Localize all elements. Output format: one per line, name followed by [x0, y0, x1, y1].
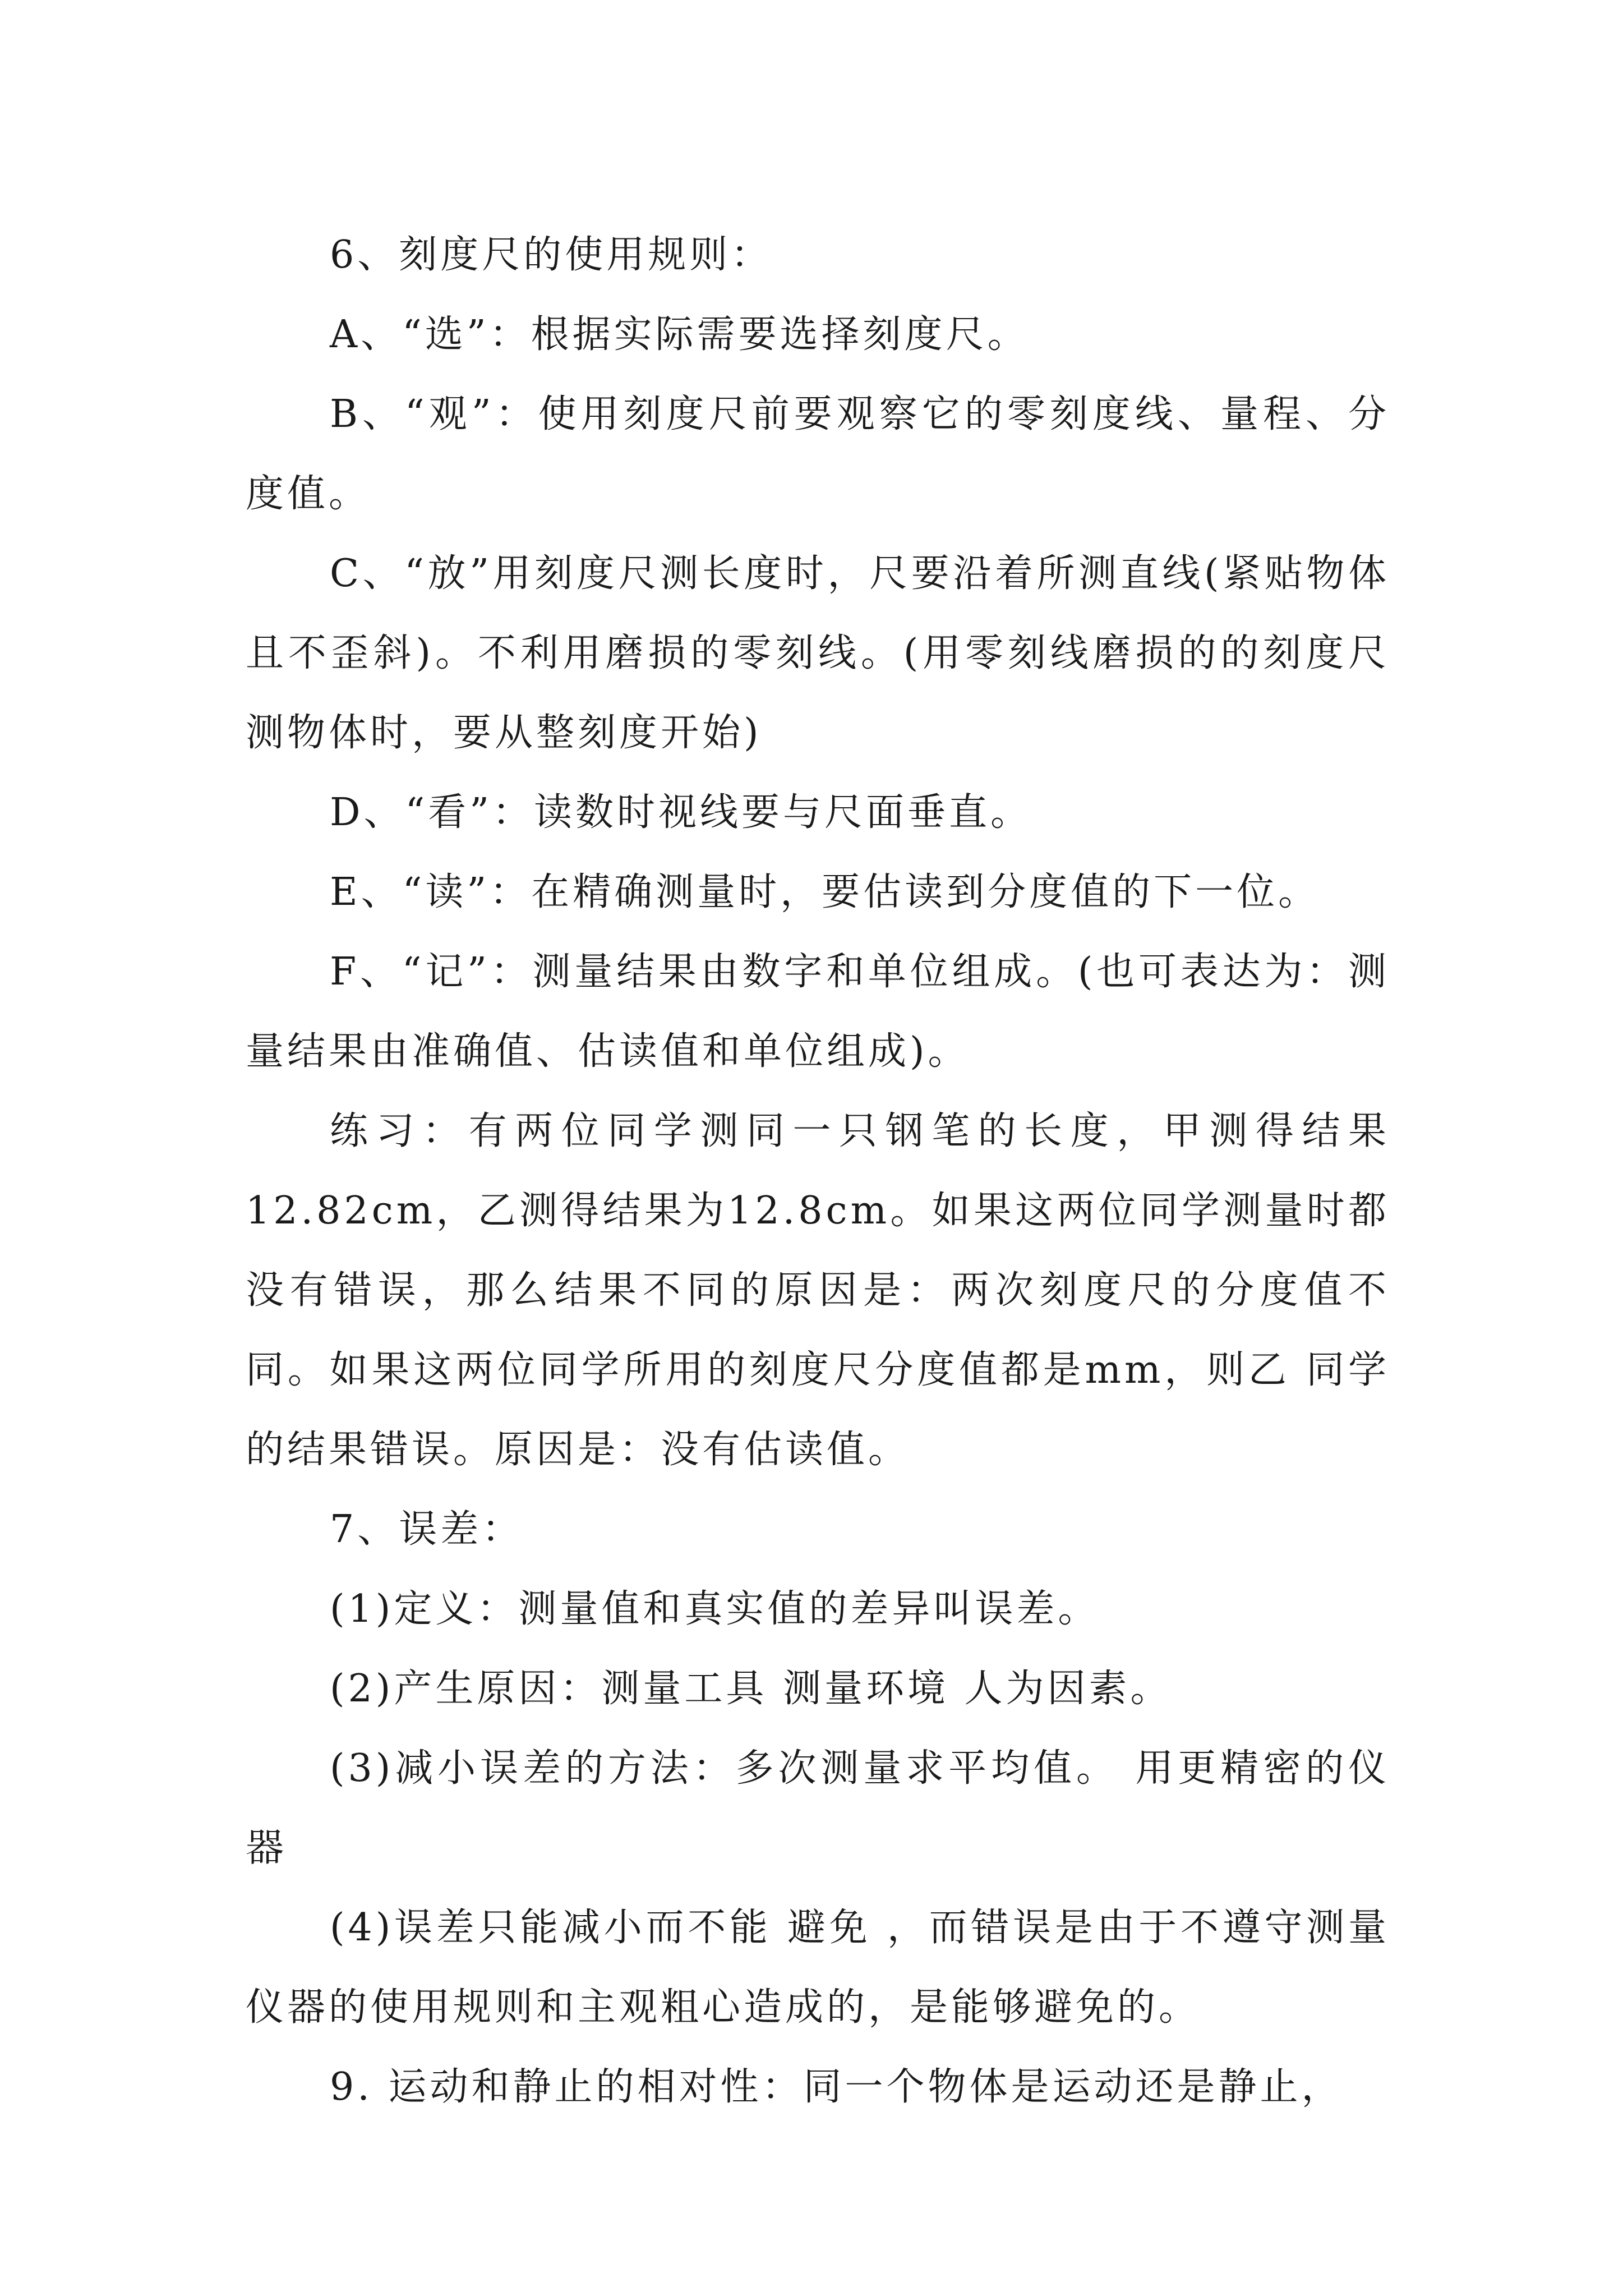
rule-look: D、“看”：读数时视线要与尺面垂直。 — [330, 790, 1032, 835]
heading-ruler-rules: 6、刻度尺的使用规则： — [330, 233, 773, 277]
rule-observe: B、“观”：使用刻度尺前要观察它的零刻度线、量程、分度值。 — [246, 392, 1390, 516]
heading-error: 7、误差： — [330, 1507, 524, 1552]
rule-select: A、“选”：根据实际需要选择刻度尺。 — [330, 312, 1029, 357]
rule-place: C、“放”用刻度尺测长度时，尺要沿着所测直线(紧贴物体且不歪斜)。不利用磨损的零刻线。(用零刻线磨损的的刻度尺测物体时，要从整刻度开始) — [246, 551, 1390, 755]
motion-relativity: 9. 运动和静止的相对性：同一个物体是运动还是静止， — [330, 2065, 1343, 2109]
error-vs-mistake: (4)误差只能减小而不能 避免 ，而错误是由于不遵守测量仪器的使用规则和主观粗心造成的，是能够避免的。 — [246, 1906, 1390, 2030]
error-causes: (2)产生原因：测量工具 测量环境 人为因素。 — [330, 1667, 1172, 1711]
rule-record: F、“记”：测量结果由数字和单位组成。(也可表达为：测量结果由准确值、估读值和单位组成)。 — [246, 950, 1390, 1074]
document-body — [246, 215, 1390, 2127]
error-reduction: (3)减小误差的方法：多次测量求平均值。 用更精密的仪器 — [246, 1746, 1390, 1870]
rule-read: E、“读”：在精确测量时，要估读到分度值的下一位。 — [330, 870, 1320, 914]
practice-paragraph: 练习：有两位同学测同一只钢笔的长度，甲测得结果12.82cm，乙测得结果为12.8cm。如果这两位同学测量时都没有错误，那么结果不同的原因是：两次刻度尺的分度值不同。如果这两位同学所用的刻度尺分度值都是mm，则乙 同学的结果错误。原因是：没有估读值。 — [246, 1109, 1390, 1472]
error-definition: (1)定义：测量值和真实值的差异叫误差。 — [330, 1587, 1100, 1631]
